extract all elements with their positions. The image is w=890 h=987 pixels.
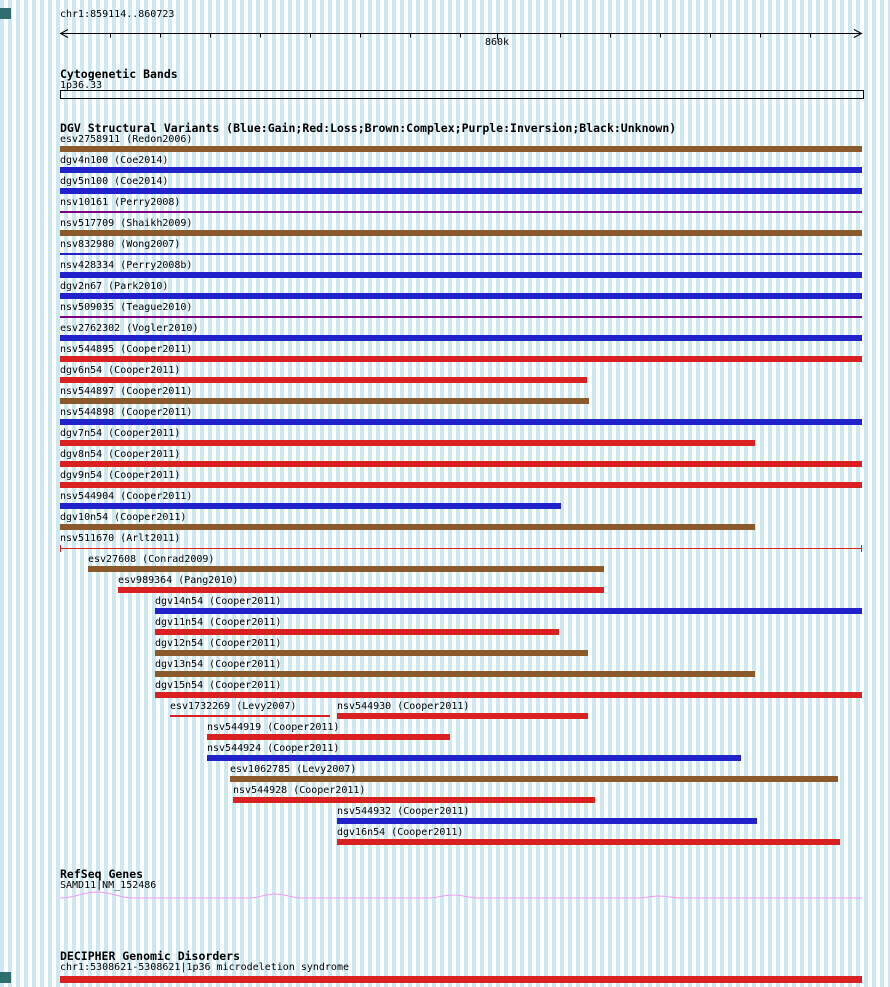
variant-label-dgv2n67[interactable]: dgv2n67 (Park2010) — [60, 281, 169, 292]
variant-bar-dgv8n54[interactable] — [60, 461, 862, 467]
variant-bar-nsv517709[interactable] — [60, 230, 862, 236]
variant-label-dgv13n54[interactable]: dgv13n54 (Cooper2011) — [155, 659, 282, 670]
variant-bar-nsv832980[interactable] — [60, 253, 862, 255]
variant-bar-nsv10161[interactable] — [60, 211, 862, 213]
variant-label-nsv10161[interactable]: nsv10161 (Perry2008) — [60, 197, 181, 208]
variant-bar-nsv544930[interactable] — [337, 713, 588, 719]
variant-bar-dgv13n54[interactable] — [155, 671, 755, 677]
variant-bar-nsv544928[interactable] — [233, 797, 595, 803]
variant-label-dgv14n54[interactable]: dgv14n54 (Cooper2011) — [155, 596, 282, 607]
variant-bar-nsv544904[interactable] — [60, 503, 561, 509]
variant-bar-esv2762302[interactable] — [60, 335, 862, 341]
variant-bar-nsv428334[interactable] — [60, 272, 862, 278]
variant-bar-dgv15n54[interactable] — [155, 692, 862, 698]
variant-bar-nsv509035[interactable] — [60, 316, 862, 318]
variant-label-esv989364[interactable]: esv989364 (Pang2010) — [118, 575, 239, 586]
decipher-entry-label: chr1:5308621-5308621|1p36 microdeletion syndrome — [60, 962, 349, 973]
variant-label-nsv544919[interactable]: nsv544919 (Cooper2011) — [207, 722, 340, 733]
refseq-section-title: RefSeq Genes — [60, 867, 144, 881]
variant-label-dgv15n54[interactable]: dgv15n54 (Cooper2011) — [155, 680, 282, 691]
variant-bar-nsv544897[interactable] — [60, 398, 589, 404]
variant-bar-esv1062785[interactable] — [230, 776, 838, 782]
variant-label-nsv428334[interactable]: nsv428334 (Perry2008b) — [60, 260, 193, 271]
variant-label-dgv4n100[interactable]: dgv4n100 (Coe2014) — [60, 155, 169, 166]
variant-bar-esv2758911[interactable] — [60, 146, 862, 152]
cytogenetic-band-name: 1p36.33 — [60, 80, 103, 91]
region-coordinates: chr1:859114..860723 — [60, 9, 175, 20]
variant-label-esv1062785[interactable]: esv1062785 (Levy2007) — [230, 764, 357, 775]
decipher-region-bar[interactable] — [60, 976, 862, 983]
variant-label-esv2762302[interactable]: esv2762302 (Vogler2010) — [60, 323, 199, 334]
variant-bar-nsv544924[interactable] — [207, 755, 741, 761]
variant-label-nsv517709[interactable]: nsv517709 (Shaikh2009) — [60, 218, 193, 229]
variant-bar-dgv16n54[interactable] — [337, 839, 840, 845]
variant-bar-dgv5n100[interactable] — [60, 188, 862, 194]
variant-bar-dgv11n54[interactable] — [155, 629, 559, 635]
variant-bar-dgv6n54[interactable] — [60, 377, 587, 383]
variant-label-nsv544897[interactable]: nsv544897 (Cooper2011) — [60, 386, 193, 397]
variant-bar-esv989364[interactable] — [118, 587, 604, 593]
variant-label-dgv16n54[interactable]: dgv16n54 (Cooper2011) — [337, 827, 464, 838]
variant-bar-dgv14n54[interactable] — [155, 608, 862, 614]
variant-label-esv2758911[interactable]: esv2758911 (Redon2006) — [60, 134, 193, 145]
variant-label-dgv9n54[interactable]: dgv9n54 (Cooper2011) — [60, 470, 181, 481]
variant-bar-dgv7n54[interactable] — [60, 440, 755, 446]
variant-label-nsv544924[interactable]: nsv544924 (Cooper2011) — [207, 743, 340, 754]
variant-bar-esv27608[interactable] — [88, 566, 604, 572]
variant-label-dgv5n100[interactable]: dgv5n100 (Coe2014) — [60, 176, 169, 187]
variant-label-nsv509035[interactable]: nsv509035 (Teague2010) — [60, 302, 193, 313]
variant-label-esv27608[interactable]: esv27608 (Conrad2009) — [88, 554, 215, 565]
dgv-section-title: DGV Structural Variants (Blue:Gain;Red:Loss;Brown:Complex;Purple:Inversion;Black:Unknown) — [60, 121, 677, 135]
variant-bar-esv1732269[interactable] — [170, 715, 330, 717]
cytogenetic-section-title: Cytogenetic Bands — [60, 67, 178, 81]
variant-label-nsv544930[interactable]: nsv544930 (Cooper2011) — [337, 701, 470, 712]
variant-label-nsv544895[interactable]: nsv544895 (Cooper2011) — [60, 344, 193, 355]
variant-bar-nsv544898[interactable] — [60, 419, 862, 425]
variant-label-dgv6n54[interactable]: dgv6n54 (Cooper2011) — [60, 365, 181, 376]
variant-label-nsv544932[interactable]: nsv544932 (Cooper2011) — [337, 806, 470, 817]
variant-label-nsv544898[interactable]: nsv544898 (Cooper2011) — [60, 407, 193, 418]
variant-label-dgv8n54[interactable]: dgv8n54 (Cooper2011) — [60, 449, 181, 460]
variant-bar-nsv544895[interactable] — [60, 356, 862, 362]
variant-label-dgv12n54[interactable]: dgv12n54 (Cooper2011) — [155, 638, 282, 649]
variant-label-esv1732269[interactable]: esv1732269 (Levy2007) — [170, 701, 297, 712]
variant-label-nsv544904[interactable]: nsv544904 (Cooper2011) — [60, 491, 193, 502]
variant-bar-dgv12n54[interactable] — [155, 650, 588, 656]
variant-bar-dgv2n67[interactable] — [60, 293, 862, 299]
variant-bar-nsv544919[interactable] — [207, 734, 450, 740]
refseq-gene-glyph[interactable] — [0, 888, 890, 904]
variant-bar-nsv544932[interactable] — [337, 818, 757, 824]
variant-label-nsv544928[interactable]: nsv544928 (Cooper2011) — [233, 785, 366, 796]
variant-bar-dgv9n54[interactable] — [60, 482, 862, 488]
variant-bar-dgv10n54[interactable] — [60, 524, 755, 530]
variant-label-nsv832980[interactable]: nsv832980 (Wong2007) — [60, 239, 181, 250]
variant-label-dgv10n54[interactable]: dgv10n54 (Cooper2011) — [60, 512, 187, 523]
variant-label-dgv11n54[interactable]: dgv11n54 (Cooper2011) — [155, 617, 282, 628]
variant-label-nsv511670[interactable]: nsv511670 (Arlt2011) — [60, 533, 181, 544]
variant-bar-nsv511670[interactable] — [60, 545, 862, 552]
variant-bar-dgv4n100[interactable] — [60, 167, 862, 173]
decipher-section-title: DECIPHER Genomic Disorders — [60, 949, 241, 963]
ruler-tick-label: 860k — [484, 37, 510, 48]
variant-label-dgv7n54[interactable]: dgv7n54 (Cooper2011) — [60, 428, 181, 439]
refseq-gene-name: SAMD11|NM_152486 — [60, 880, 157, 891]
